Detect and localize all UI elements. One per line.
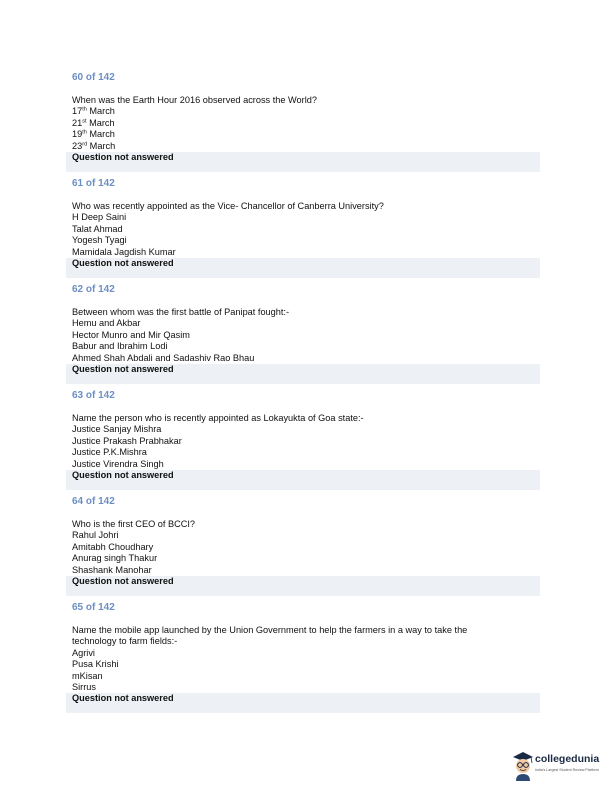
option-4: Ahmed Shah Abdali and Sadashiv Rao Bhau	[72, 352, 255, 363]
question-number: 64 of 142	[72, 496, 115, 507]
answer-status: Question not answered	[66, 470, 540, 490]
option-4: Mamidala Jagdish Kumar	[72, 246, 176, 257]
question-number: 62 of 142	[72, 284, 115, 295]
question-block-61	[66, 177, 540, 278]
question-number: 65 of 142	[72, 602, 115, 613]
question-block-62	[66, 283, 540, 384]
option-2: Pusa Krishi	[72, 659, 119, 670]
option-2: Talat Ahmad	[72, 223, 123, 234]
collegedunia-logo	[509, 747, 612, 787]
answer-status: Question not answered	[66, 152, 540, 172]
option-1: Agrivi	[72, 647, 95, 658]
answer-status: Question not answered	[66, 576, 540, 596]
logo-wordmark: collegedunia	[535, 753, 600, 765]
question-text: Between whom was the first battle of Panipat fought:-	[72, 307, 290, 317]
option-1: 17th March	[72, 106, 115, 117]
question-block-64	[66, 495, 540, 596]
question-number: 63 of 142	[72, 390, 115, 401]
question-text: Who is the first CEO of BCCI?	[72, 519, 196, 529]
question-number: 60 of 142	[72, 72, 115, 83]
option-1: Justice Sanjay Mishra	[72, 424, 162, 435]
option-3: 19th March	[72, 129, 115, 140]
option-3: Justice P.K.Mishra	[72, 447, 147, 458]
question-text: Who was recently appointed as the Vice- Chancellor of Canberra University?	[72, 201, 384, 211]
question-text: Name the person who is recently appointed as Lokayukta of Goa state:-	[72, 413, 364, 423]
logo-tagline: India's Largest Student Review Platform	[535, 768, 599, 772]
option-2: Hector Munro and Mir Qasim	[72, 329, 190, 340]
option-4: 23rd March	[72, 140, 116, 151]
option-4: Sirrus	[72, 682, 96, 693]
option-2: Justice Prakash Prabhakar	[72, 435, 182, 446]
option-1: Hemu and Akbar	[72, 318, 141, 329]
option-1: H Deep Saini	[72, 212, 127, 223]
option-4: Justice Virendra Singh	[72, 458, 164, 469]
option-2: Amitabh Choudhary	[72, 541, 154, 552]
question-block-60	[66, 71, 540, 172]
answer-status: Question not answered	[66, 364, 540, 384]
option-3: mKisan	[72, 670, 103, 681]
mascot-icon	[511, 749, 535, 781]
question-number: 61 of 142	[72, 178, 115, 189]
option-2: 21st March	[72, 117, 115, 128]
answer-status: Question not answered	[66, 258, 540, 278]
option-3: Yogesh Tyagi	[72, 235, 127, 246]
option-3: Anurag singh Thakur	[72, 553, 158, 564]
question-text: Name the mobile app launched by the Union Government to help the farmers in a way to take the technology to farm fields:-	[72, 625, 468, 647]
question-block-63	[66, 389, 540, 490]
option-4: Shashank Manohar	[72, 564, 152, 575]
answer-status: Question not answered	[66, 693, 540, 713]
option-1: Rahul Johri	[72, 530, 119, 541]
question-text: When was the Earth Hour 2016 observed across the World?	[72, 95, 317, 105]
question-block-65	[66, 601, 540, 713]
option-3: Babur and Ibrahim Lodi	[72, 341, 168, 352]
